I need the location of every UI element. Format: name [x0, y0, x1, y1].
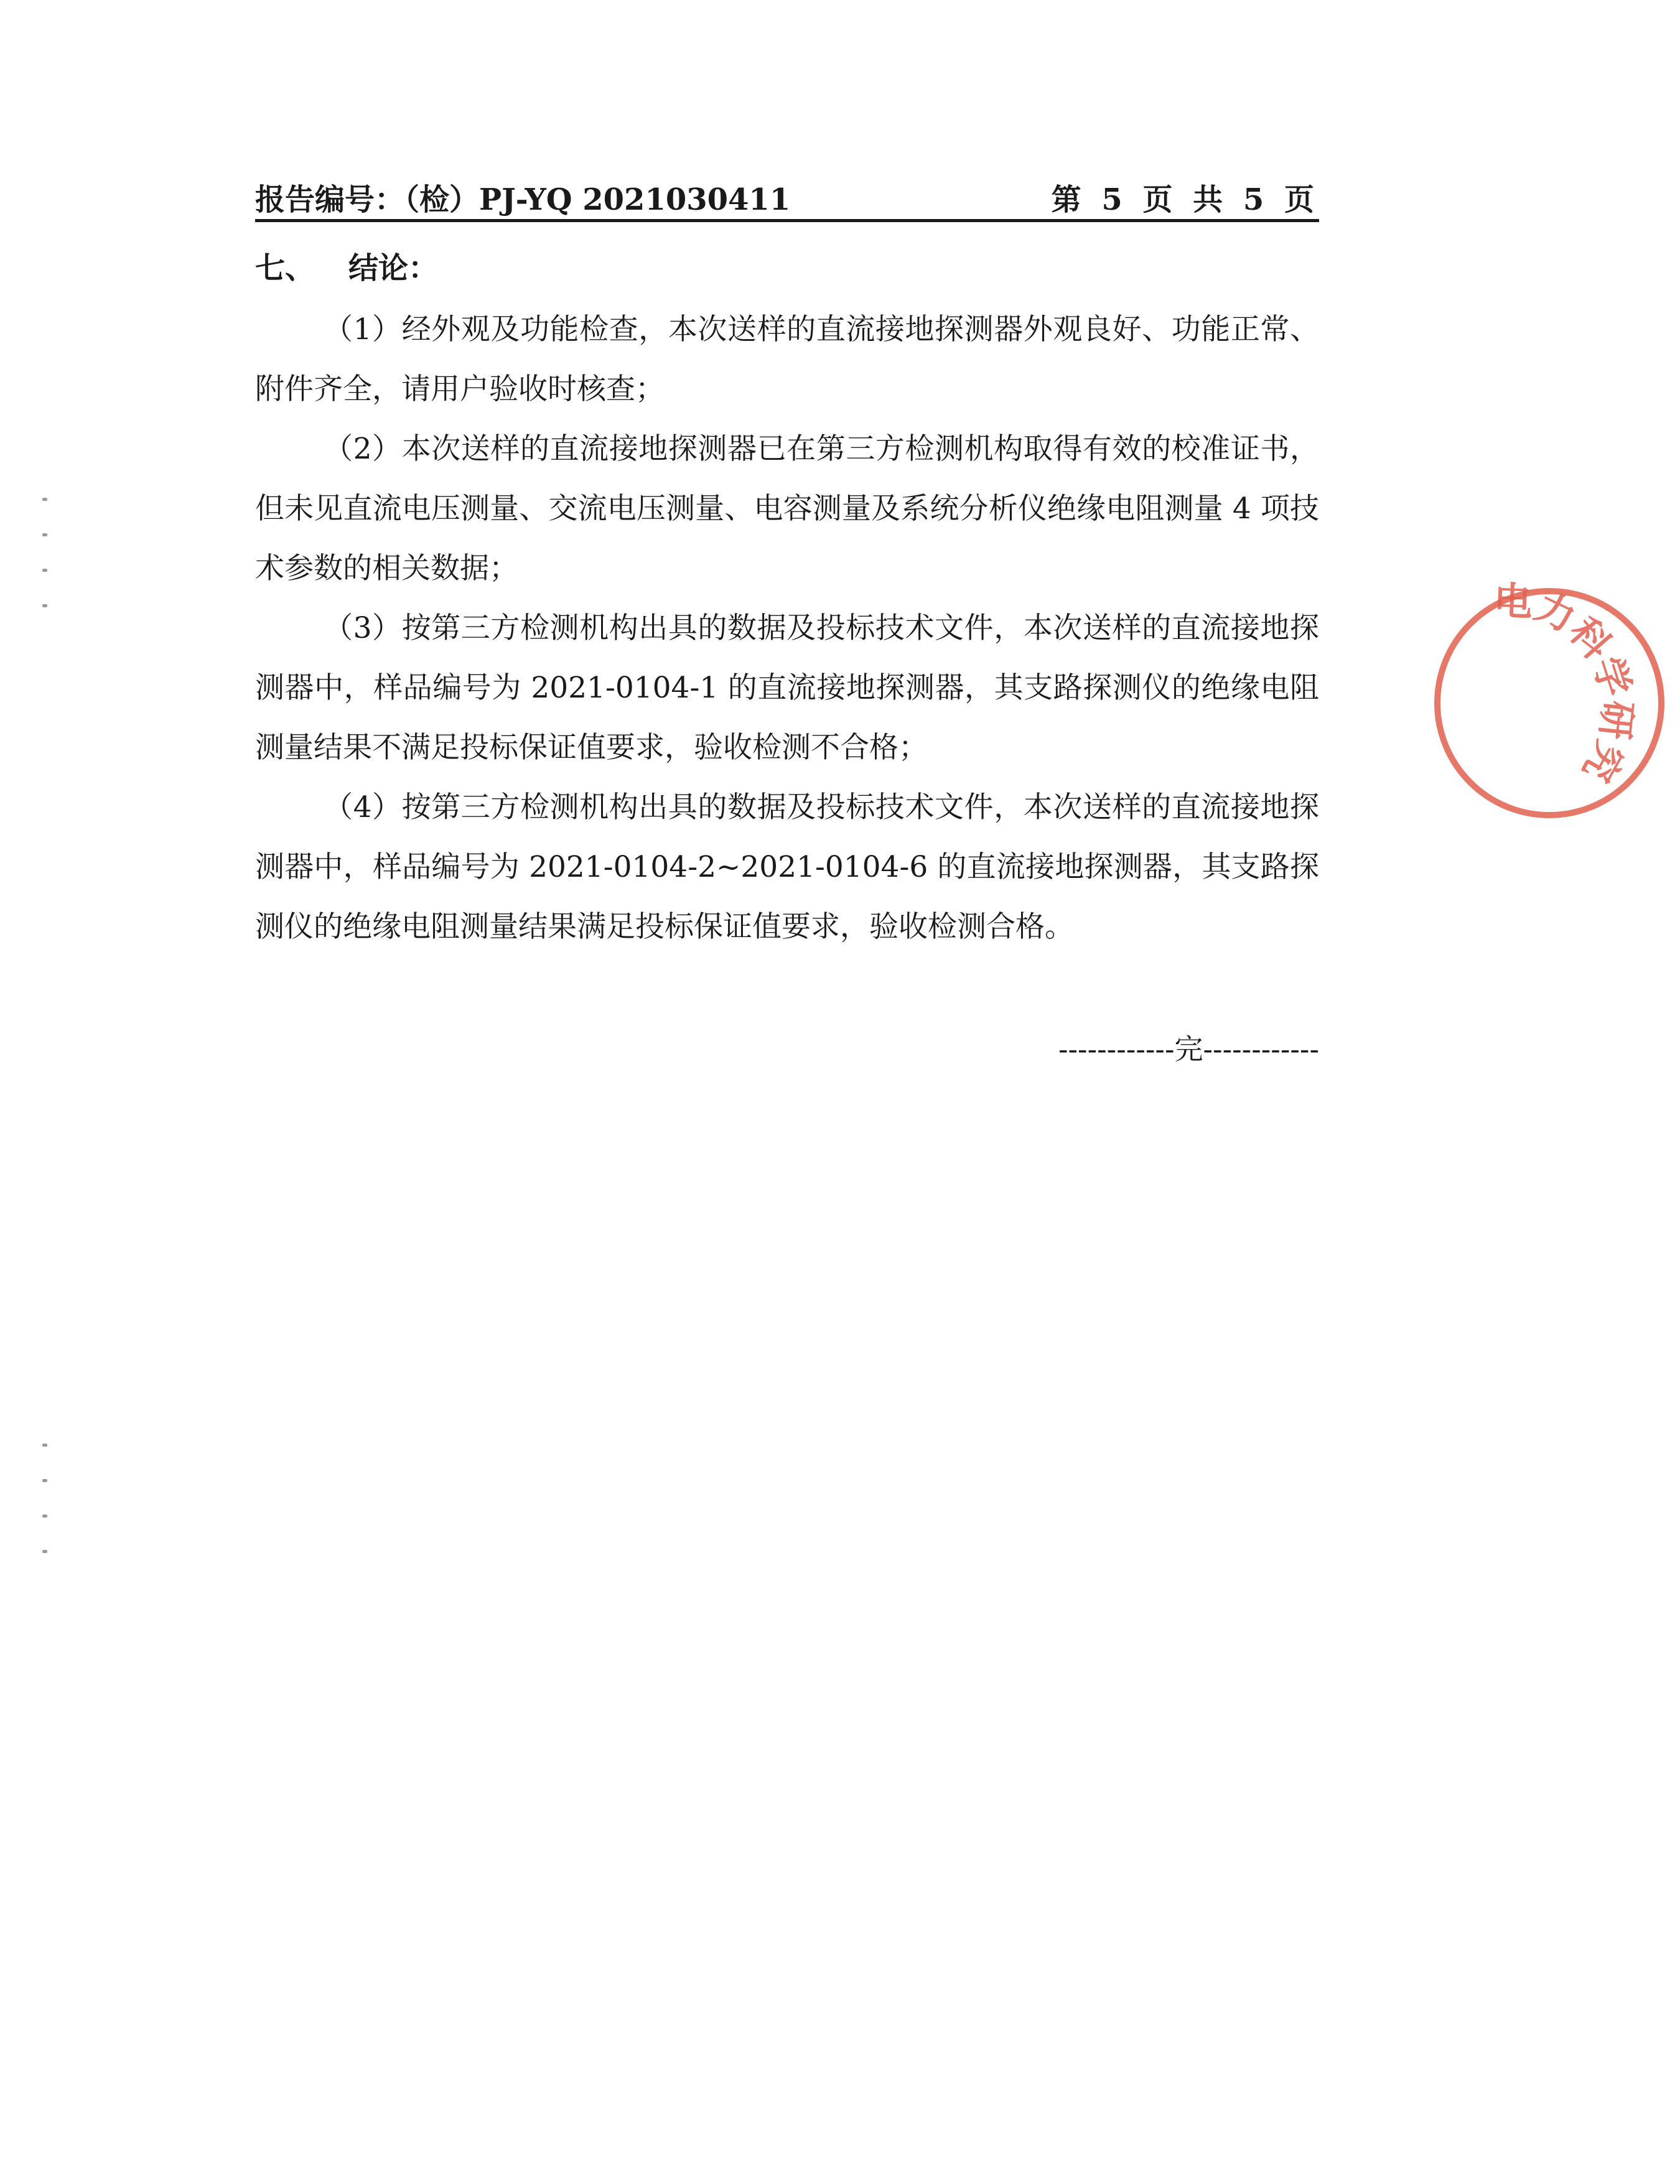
binding-marks-top — [31, 498, 50, 640]
conclusion-paragraph-4: （4）按第三方检测机构出具的数据及投标技术文件，本次送样的直流接地探测器中，样品编号为 2021-0104-2~2021-0104-6 的直流接地探测器，其支路探测仪的绝缘电阻测量结果满足投标保证值要求，验收检测合格。 — [255, 790, 1319, 944]
page-indicator: 第 5 页 共 5 页 — [1051, 182, 1319, 217]
section-number: 七、 — [255, 251, 315, 286]
section-title: 结论： — [348, 251, 439, 286]
conclusion-paragraph-3: （3）按第三方检测机构出具的数据及投标技术文件，本次送样的直流接地探测器中，样品编号为 2021-0104-1 的直流接地探测器，其支路探测仪的绝缘电阻测量结果不满足投标保证值要求，验收检测不合格； — [255, 611, 1319, 765]
report-number: 报告编号：（检）PJ-YQ 2021030411 — [255, 182, 791, 217]
conclusion-paragraph-1: （1）经外观及功能检查，本次送样的直流接地探测器外观良好、功能正常、附件齐全，请用户验收时核查； — [255, 312, 1319, 406]
report-header — [255, 175, 1319, 222]
svg-text:电力科学研究 — [1493, 578, 1641, 790]
conclusion-paragraph-2: （2）本次送样的直流接地探测器已在第三方检测机构取得有效的校准证书，但未见直流电压测量、交流电压测量、电容测量及系统分析仪绝缘电阻测量 4 项技术参数的相关数据； — [255, 432, 1319, 586]
official-seal-icon — [1419, 572, 1680, 834]
conclusion-body — [255, 300, 1319, 957]
binding-marks-bottom — [31, 1444, 50, 1585]
section-heading — [255, 244, 438, 287]
end-mark: ------------完------------ — [1058, 1032, 1319, 1066]
seal-text: 电力科学研究 — [1493, 577, 1641, 790]
